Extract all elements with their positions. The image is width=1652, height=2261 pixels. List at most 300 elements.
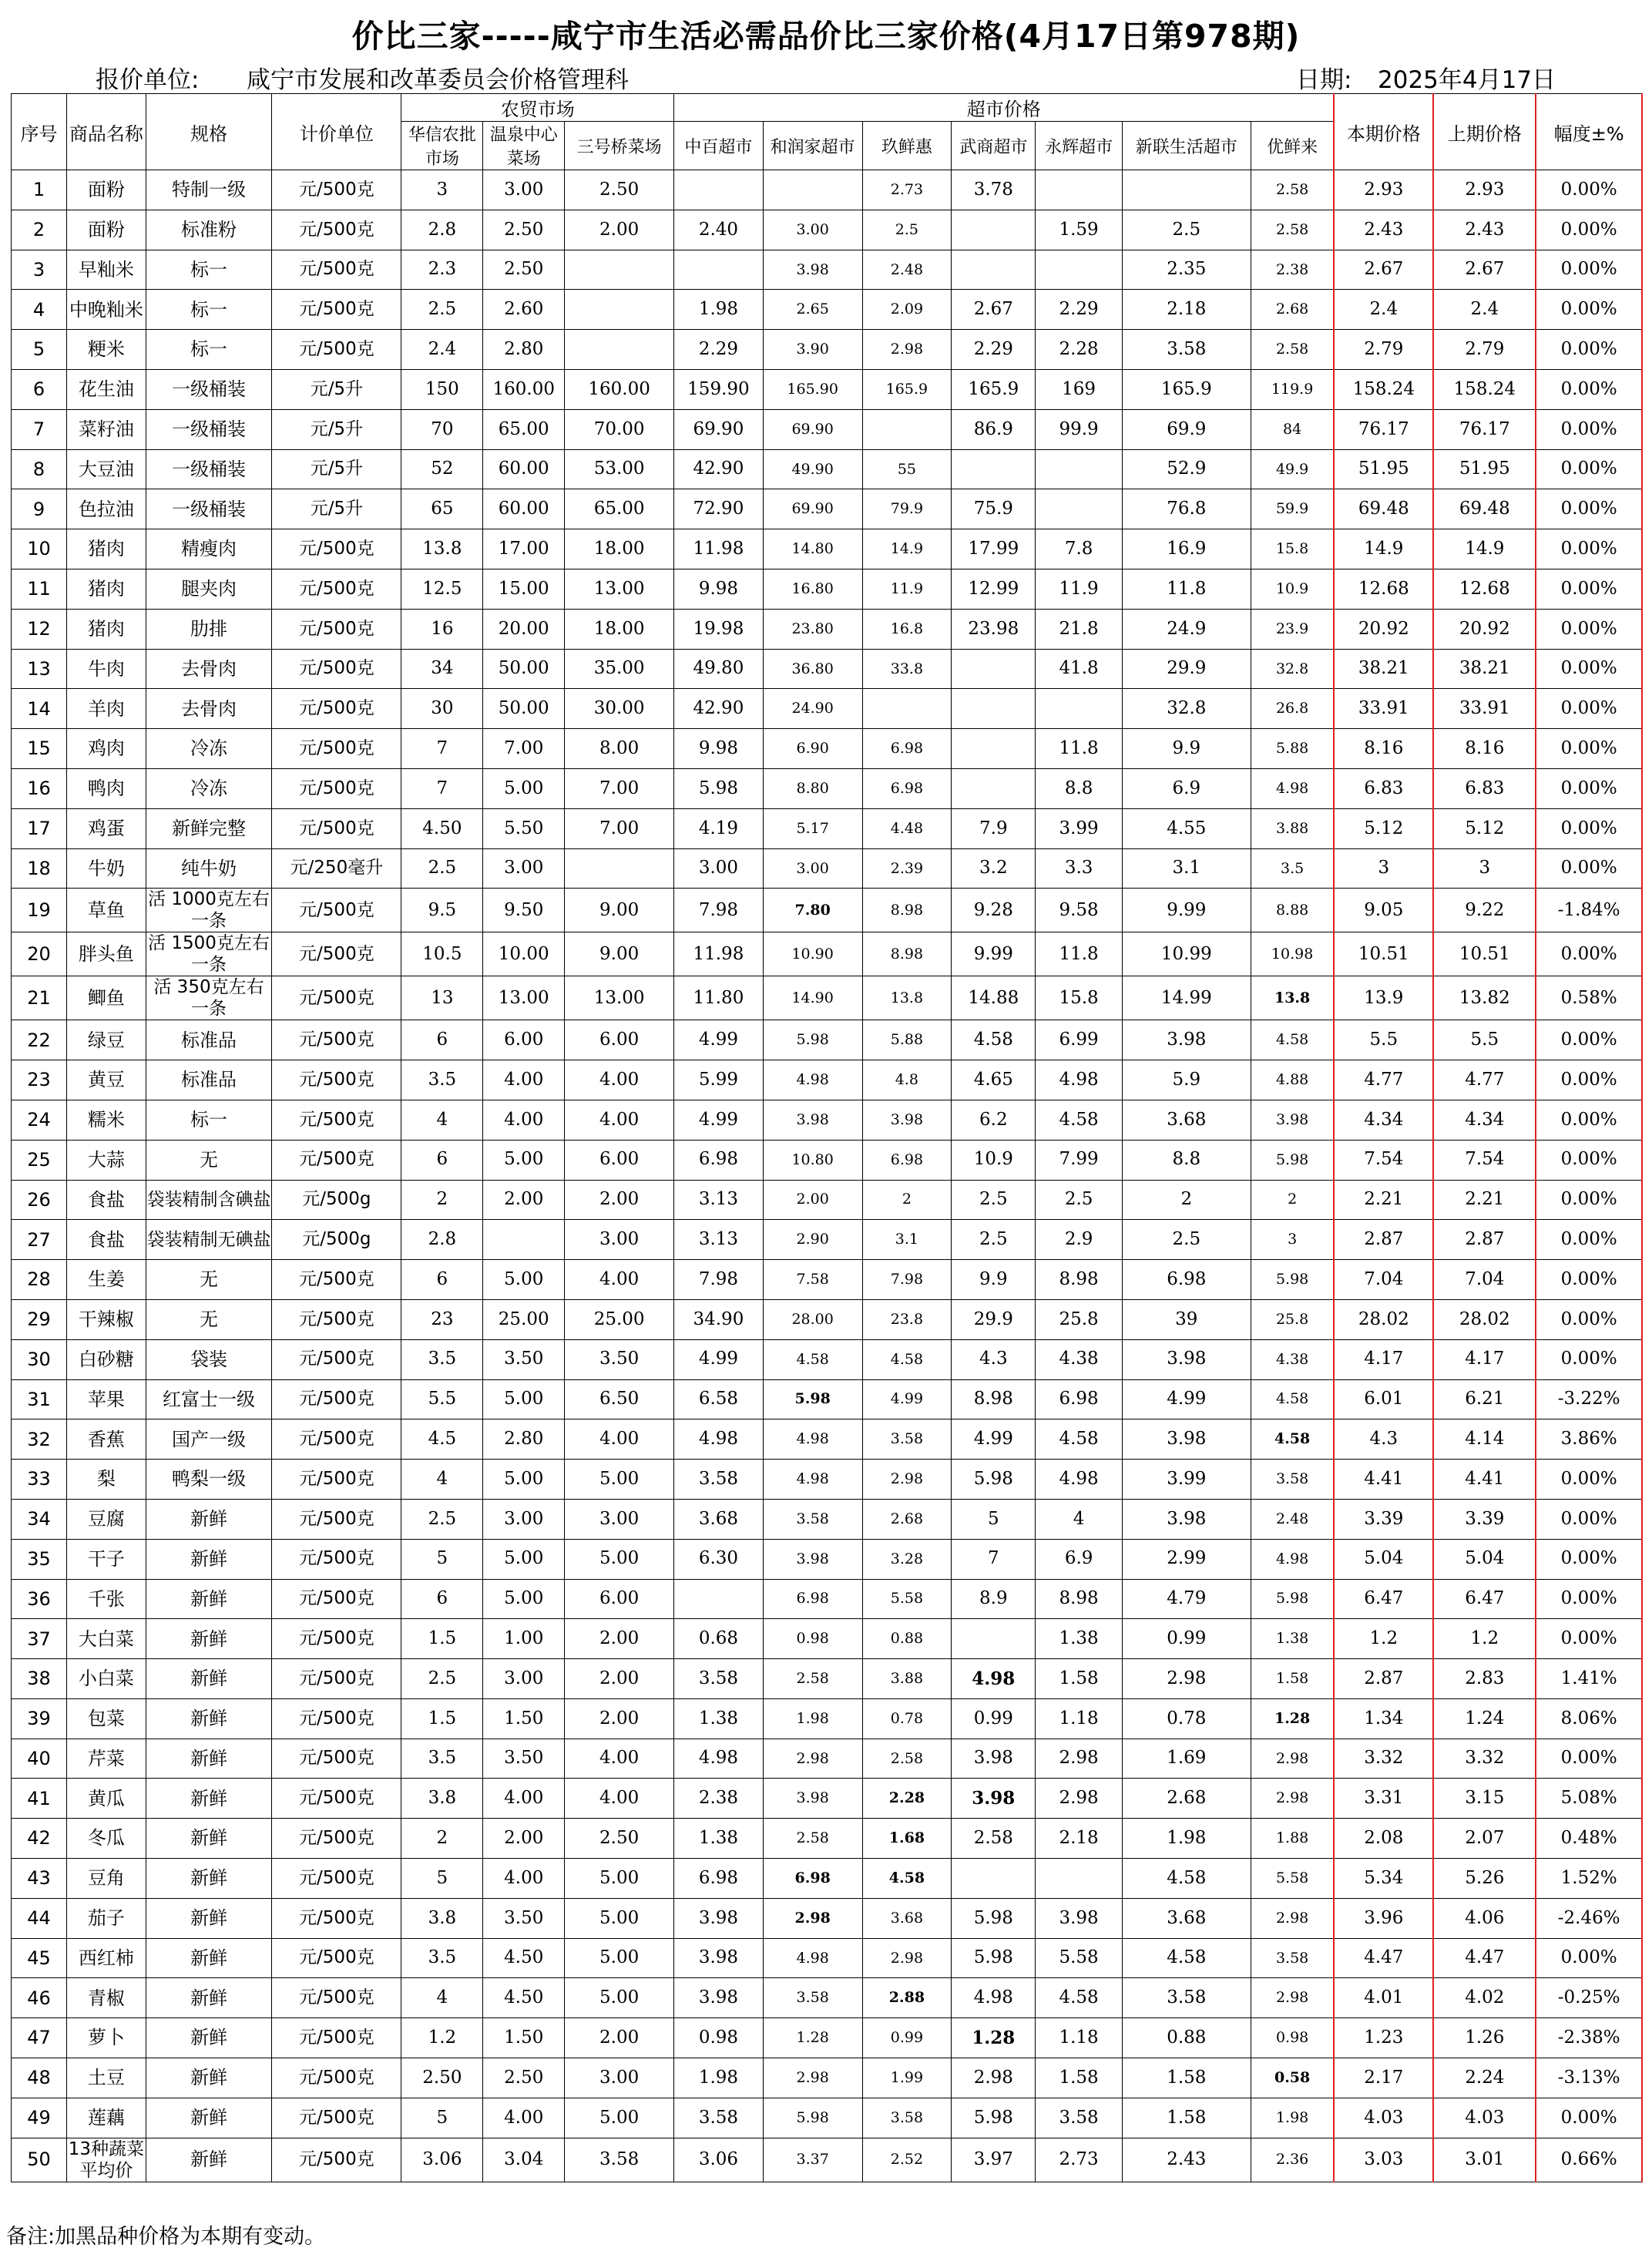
cell-supermarket-price: 3.00 — [674, 848, 764, 889]
cell-supermarket-price: 2.28 — [862, 1779, 952, 1819]
cell-supermarket-price — [1036, 170, 1122, 210]
cell-market-price: 3.50 — [483, 1739, 565, 1779]
cell-supermarket-price — [1036, 250, 1122, 290]
cell-index: 26 — [12, 1180, 67, 1220]
cell-supermarket-price: 6.98 — [1122, 1260, 1251, 1300]
cell-supermarket-price: 2.98 — [1122, 1659, 1251, 1699]
cell-index: 16 — [12, 768, 67, 808]
cell-index: 33 — [12, 1460, 67, 1500]
cell-supermarket-price: 1.28 — [952, 2018, 1036, 2058]
cell-name: 千张 — [67, 1579, 146, 1619]
cell-unit: 元/500克 — [272, 2018, 401, 2058]
cell-market-price: 2.5 — [401, 1499, 483, 1539]
cell-unit: 元/500克 — [272, 1140, 401, 1180]
cell-supermarket-price: 4.58 — [1036, 1978, 1122, 2018]
cell-market-price: 5.00 — [483, 1579, 565, 1619]
cell-name: 鸡肉 — [67, 729, 146, 769]
table-row — [12, 1779, 1643, 1819]
cell-market-price: 1.5 — [401, 1698, 483, 1739]
cell-supermarket-price: 3.3 — [1036, 848, 1122, 889]
cell-supermarket-price: 9.28 — [952, 889, 1036, 932]
cell-market-price: 160.00 — [565, 369, 674, 409]
cell-supermarket-price: 4.98 — [1036, 1060, 1122, 1100]
cell-change: 0.00% — [1536, 2098, 1642, 2138]
cell-market-price: 2.60 — [483, 290, 565, 330]
cell-spec: 袋装精制无碘盐 — [146, 1220, 272, 1260]
cell-unit: 元/500克 — [272, 2098, 401, 2138]
cell-index: 24 — [12, 1100, 67, 1140]
cell-supermarket-price: 4.58 — [1036, 1100, 1122, 1140]
cell-spec: 鸭梨一级 — [146, 1460, 272, 1500]
cell-market-price: 4.50 — [401, 808, 483, 848]
cell-current-price: 1.2 — [1334, 1619, 1433, 1659]
cell-current-price: 4.03 — [1334, 2098, 1433, 2138]
cell-supermarket-price: 4.98 — [1036, 1460, 1122, 1500]
cell-supermarket-price: 4.38 — [1251, 1339, 1334, 1379]
cell-supermarket-price: 49.9 — [1251, 449, 1334, 489]
cell-spec: 一级桶装 — [146, 489, 272, 529]
cell-supermarket-price: 2.43 — [1122, 2138, 1251, 2182]
table-row — [12, 2018, 1643, 2058]
cell-previous-price: 2.79 — [1433, 330, 1536, 370]
cell-spec: 新鲜 — [146, 1859, 272, 1899]
cell-index: 34 — [12, 1499, 67, 1539]
cell-supermarket-price: 2.39 — [862, 848, 952, 889]
cell-supermarket-price: 0.78 — [862, 1698, 952, 1739]
cell-market-price: 4.00 — [565, 1260, 674, 1300]
cell-supermarket-price: 2.58 — [952, 1819, 1036, 1859]
cell-change: 0.00% — [1536, 1938, 1642, 1978]
cell-supermarket-price: 165.9 — [1122, 369, 1251, 409]
cell-supermarket-price: 4.99 — [952, 1419, 1036, 1460]
cell-previous-price: 2.87 — [1433, 1220, 1536, 1260]
cell-unit: 元/500克 — [272, 1060, 401, 1100]
cell-unit: 元/500克 — [272, 1539, 401, 1579]
cell-previous-price: 9.22 — [1433, 889, 1536, 932]
cell-market-price: 5.00 — [565, 1938, 674, 1978]
cell-current-price: 5.04 — [1334, 1539, 1433, 1579]
cell-market-price: 1.5 — [401, 1619, 483, 1659]
cell-supermarket-price: 4.79 — [1122, 1579, 1251, 1619]
cell-name: 草鱼 — [67, 889, 146, 932]
cell-supermarket-price: 4.58 — [952, 1020, 1036, 1060]
cell-change: 0.00% — [1536, 250, 1642, 290]
cell-change: 1.52% — [1536, 1859, 1642, 1899]
cell-supermarket-price: 8.8 — [1122, 1140, 1251, 1180]
table-row — [12, 729, 1643, 769]
cell-current-price: 7.04 — [1334, 1260, 1433, 1300]
cell-unit: 元/500克 — [272, 1859, 401, 1899]
cell-spec: 标一 — [146, 1100, 272, 1140]
cell-supermarket-price: 4.8 — [862, 1060, 952, 1100]
col-change: 幅度±% — [1536, 94, 1642, 170]
cell-market-price: 5 — [401, 1539, 483, 1579]
cell-supermarket-price: 3.97 — [952, 2138, 1036, 2182]
cell-supermarket-price: 15.8 — [1251, 529, 1334, 569]
cell-change: 0.00% — [1536, 1739, 1642, 1779]
cell-market-price: 7 — [401, 729, 483, 769]
cell-supermarket-price: 23.98 — [952, 609, 1036, 649]
cell-index: 15 — [12, 729, 67, 769]
cell-supermarket-price: 3.68 — [1122, 1898, 1251, 1938]
cell-change: 0.48% — [1536, 1819, 1642, 1859]
cell-supermarket-price: 49.90 — [763, 449, 862, 489]
cell-market-price: 5.00 — [565, 1978, 674, 2018]
cell-supermarket-price: 5.88 — [1251, 729, 1334, 769]
cell-index: 36 — [12, 1579, 67, 1619]
cell-supermarket-price: 11.98 — [674, 529, 764, 569]
cell-supermarket-price: 6.98 — [674, 1140, 764, 1180]
cell-spec: 新鲜 — [146, 1539, 272, 1579]
cell-market-price: 2.50 — [483, 210, 565, 250]
cell-current-price: 2.17 — [1334, 2058, 1433, 2098]
cell-supermarket-price: 7.8 — [1036, 529, 1122, 569]
cell-supermarket-price: 55 — [862, 449, 952, 489]
cell-supermarket-price: 3.68 — [1122, 1100, 1251, 1140]
cell-index: 1 — [12, 170, 67, 210]
cell-supermarket-price: 7.58 — [763, 1260, 862, 1300]
col-market: 温泉中心菜场 — [483, 122, 565, 170]
table-row — [12, 1220, 1643, 1260]
cell-unit: 元/500g — [272, 1180, 401, 1220]
cell-spec: 新鲜 — [146, 1779, 272, 1819]
cell-market-price — [565, 290, 674, 330]
col-supermarket: 和润家超市 — [763, 122, 862, 170]
cell-spec: 标准粉 — [146, 210, 272, 250]
cell-previous-price: 1.2 — [1433, 1619, 1536, 1659]
cell-market-price: 4.50 — [483, 1938, 565, 1978]
cell-supermarket-price: 28.00 — [763, 1299, 862, 1339]
report-date: 2025年4月17日 — [1378, 66, 1556, 94]
cell-supermarket-price: 2.5 — [1036, 1180, 1122, 1220]
cell-name: 大蒜 — [67, 1140, 146, 1180]
cell-spec: 袋装 — [146, 1339, 272, 1379]
cell-supermarket-price: 1.58 — [1036, 1659, 1122, 1699]
cell-previous-price: 8.16 — [1433, 729, 1536, 769]
cell-index: 40 — [12, 1739, 67, 1779]
cell-supermarket-price: 2.98 — [763, 1739, 862, 1779]
cell-supermarket-price: 3.98 — [1122, 1020, 1251, 1060]
cell-supermarket-price: 3.00 — [763, 848, 862, 889]
cell-supermarket-price: 5.88 — [862, 1020, 952, 1060]
col-market: 三号桥菜场 — [565, 122, 674, 170]
table-row — [12, 1819, 1643, 1859]
cell-supermarket-price: 7.9 — [952, 808, 1036, 848]
cell-previous-price: 2.43 — [1433, 210, 1536, 250]
cell-supermarket-price: 2.40 — [674, 210, 764, 250]
cell-supermarket-price: 11.8 — [1122, 569, 1251, 609]
cell-unit: 元/5升 — [272, 449, 401, 489]
cell-supermarket-price: 24.9 — [1122, 609, 1251, 649]
cell-market-price: 65.00 — [483, 409, 565, 449]
cell-supermarket-price: 5.58 — [1036, 1938, 1122, 1978]
cell-unit: 元/500克 — [272, 1339, 401, 1379]
cell-market-price: 1.50 — [483, 2018, 565, 2058]
cell-supermarket-price: 12.99 — [952, 569, 1036, 609]
cell-unit: 元/500克 — [272, 2138, 401, 2182]
cell-supermarket-price: 6.98 — [1036, 1379, 1122, 1419]
cell-supermarket-price: 4.55 — [1122, 808, 1251, 848]
reporting-unit: 咸宁市发展和改革委员会价格管理科 — [247, 66, 629, 94]
table-row — [12, 1180, 1643, 1220]
cell-market-price: 12.5 — [401, 569, 483, 609]
cell-supermarket-price: 10.9 — [952, 1140, 1036, 1180]
cell-spec: 新鲜 — [146, 1819, 272, 1859]
cell-market-price: 13 — [401, 976, 483, 1020]
cell-supermarket-price: 59.9 — [1251, 489, 1334, 529]
cell-supermarket-price: 4.99 — [674, 1100, 764, 1140]
col-name: 商品名称 — [67, 94, 146, 170]
cell-index: 13 — [12, 649, 67, 689]
cell-supermarket-price: 1.58 — [1122, 2098, 1251, 2138]
cell-spec: 新鲜完整 — [146, 808, 272, 848]
cell-supermarket-price: 2.5 — [862, 210, 952, 250]
cell-index: 19 — [12, 889, 67, 932]
cell-supermarket-price: 3.88 — [1251, 808, 1334, 848]
cell-supermarket-price: 4.38 — [1036, 1339, 1122, 1379]
cell-spec: 精瘦肉 — [146, 529, 272, 569]
cell-supermarket-price: 4.98 — [674, 1739, 764, 1779]
cell-name: 牛肉 — [67, 649, 146, 689]
cell-current-price: 3.31 — [1334, 1779, 1433, 1819]
cell-market-price: 3.5 — [401, 1060, 483, 1100]
cell-market-price: 8.00 — [565, 729, 674, 769]
cell-index: 18 — [12, 848, 67, 889]
cell-supermarket-price: 13.8 — [862, 976, 952, 1020]
cell-current-price: 2.4 — [1334, 290, 1433, 330]
report-info-bar — [0, 55, 1652, 92]
table-row — [12, 1978, 1643, 2018]
cell-current-price: 33.91 — [1334, 689, 1433, 729]
table-row — [12, 1060, 1643, 1100]
cell-supermarket-price: 1.58 — [1036, 2058, 1122, 2098]
cell-previous-price: 2.67 — [1433, 250, 1536, 290]
cell-name: 色拉油 — [67, 489, 146, 529]
cell-supermarket-price: 11.80 — [674, 976, 764, 1020]
cell-supermarket-price: 0.98 — [763, 1619, 862, 1659]
cell-supermarket-price: 2.68 — [1122, 1779, 1251, 1819]
cell-supermarket-price: 2.38 — [1251, 250, 1334, 290]
table-row — [12, 1539, 1643, 1579]
cell-index: 8 — [12, 449, 67, 489]
cell-market-price: 1.2 — [401, 2018, 483, 2058]
cell-change: 0.00% — [1536, 1260, 1642, 1300]
cell-supermarket-price — [952, 729, 1036, 769]
cell-supermarket-price: 8.98 — [1036, 1260, 1122, 1300]
cell-current-price: 12.68 — [1334, 569, 1433, 609]
cell-market-price: 53.00 — [565, 449, 674, 489]
table-row — [12, 609, 1643, 649]
table-body — [12, 170, 1643, 2182]
cell-market-price: 5 — [401, 2098, 483, 2138]
cell-market-price: 4.50 — [483, 1978, 565, 2018]
cell-supermarket-price: 4.99 — [862, 1379, 952, 1419]
cell-market-price: 18.00 — [565, 529, 674, 569]
col-supermarket: 中百超市 — [674, 122, 764, 170]
cell-supermarket-price: 8.98 — [862, 932, 952, 976]
cell-previous-price: 1.26 — [1433, 2018, 1536, 2058]
cell-supermarket-price: 4 — [1036, 1499, 1122, 1539]
table-row — [12, 768, 1643, 808]
cell-previous-price: 51.95 — [1433, 449, 1536, 489]
table-row — [12, 1859, 1643, 1899]
cell-supermarket-price: 3.58 — [1122, 330, 1251, 370]
table-row — [12, 529, 1643, 569]
cell-supermarket-price: 10.98 — [1251, 932, 1334, 976]
cell-market-price: 2.00 — [483, 1180, 565, 1220]
cell-supermarket-price: 11.98 — [674, 932, 764, 976]
cell-spec: 新鲜 — [146, 1619, 272, 1659]
cell-supermarket-price: 1.38 — [1036, 1619, 1122, 1659]
cell-supermarket-price: 2.52 — [862, 2138, 952, 2182]
cell-index: 14 — [12, 689, 67, 729]
cell-previous-price: 69.48 — [1433, 489, 1536, 529]
cell-supermarket-price: 3.98 — [763, 250, 862, 290]
date-label: 日期: — [1296, 66, 1352, 94]
cell-supermarket-price: 5 — [952, 1499, 1036, 1539]
cell-supermarket-price: 76.8 — [1122, 489, 1251, 529]
cell-supermarket-price: 0.99 — [1122, 1619, 1251, 1659]
cell-supermarket-price: 4.98 — [763, 1938, 862, 1978]
cell-supermarket-price: 2.29 — [1036, 290, 1122, 330]
cell-market-price: 4.00 — [565, 1779, 674, 1819]
cell-market-price: 2.00 — [565, 1180, 674, 1220]
cell-name: 13种蔬菜平均价 — [67, 2138, 146, 2182]
cell-unit: 元/500克 — [272, 1819, 401, 1859]
cell-market-price: 25.00 — [565, 1299, 674, 1339]
group-farm-market: 农贸市场 — [401, 94, 674, 122]
cell-market-price: 2.00 — [565, 1698, 674, 1739]
cell-market-price: 3.00 — [565, 2058, 674, 2098]
cell-current-price: 14.9 — [1334, 529, 1433, 569]
cell-supermarket-price: 5.98 — [1251, 1579, 1334, 1619]
cell-supermarket-price: 4.58 — [763, 1339, 862, 1379]
cell-supermarket-price: 52.9 — [1122, 449, 1251, 489]
cell-market-price: 3.04 — [483, 2138, 565, 2182]
cell-supermarket-price: 17.99 — [952, 529, 1036, 569]
cell-name: 粳米 — [67, 330, 146, 370]
cell-supermarket-price — [674, 170, 764, 210]
cell-supermarket-price: 165.90 — [763, 369, 862, 409]
cell-market-price: 160.00 — [483, 369, 565, 409]
cell-current-price: 2.67 — [1334, 250, 1433, 290]
cell-supermarket-price: 3.98 — [1036, 1898, 1122, 1938]
table-row — [12, 1260, 1643, 1300]
cell-supermarket-price: 13.8 — [1251, 976, 1334, 1020]
cell-supermarket-price: 32.8 — [1122, 689, 1251, 729]
table-row — [12, 1299, 1643, 1339]
cell-supermarket-price: 2.68 — [1251, 290, 1334, 330]
cell-unit: 元/500克 — [272, 932, 401, 976]
cell-supermarket-price: 3.58 — [1251, 1938, 1334, 1978]
cell-current-price: 4.17 — [1334, 1339, 1433, 1379]
cell-name: 茄子 — [67, 1898, 146, 1938]
cell-previous-price: 10.51 — [1433, 932, 1536, 976]
cell-index: 3 — [12, 250, 67, 290]
cell-supermarket-price: 2.73 — [1036, 2138, 1122, 2182]
cell-supermarket-price: 69.90 — [763, 409, 862, 449]
cell-index: 45 — [12, 1938, 67, 1978]
cell-unit: 元/500克 — [272, 1898, 401, 1938]
cell-supermarket-price: 69.90 — [674, 409, 764, 449]
cell-market-price: 2.8 — [401, 210, 483, 250]
cell-market-price: 9.50 — [483, 889, 565, 932]
cell-unit: 元/5升 — [272, 409, 401, 449]
cell-index: 2 — [12, 210, 67, 250]
cell-supermarket-price: 3.98 — [1122, 1419, 1251, 1460]
cell-index: 39 — [12, 1698, 67, 1739]
cell-market-price: 13.00 — [483, 976, 565, 1020]
cell-unit: 元/500克 — [272, 1100, 401, 1140]
cell-previous-price: 4.17 — [1433, 1339, 1536, 1379]
cell-index: 28 — [12, 1260, 67, 1300]
cell-market-price: 60.00 — [483, 489, 565, 529]
cell-market-price: 5.00 — [483, 768, 565, 808]
cell-market-price: 3.00 — [483, 848, 565, 889]
cell-spec: 活 1000克左右一条 — [146, 889, 272, 932]
cell-supermarket-price: 1.98 — [1122, 1819, 1251, 1859]
cell-supermarket-price: 2.98 — [862, 330, 952, 370]
cell-supermarket-price: 1.59 — [1036, 210, 1122, 250]
cell-change: 0.00% — [1536, 1499, 1642, 1539]
cell-change: 0.00% — [1536, 409, 1642, 449]
cell-spec: 无 — [146, 1260, 272, 1300]
cell-market-price: 2.80 — [483, 1419, 565, 1460]
cell-market-price: 6.00 — [565, 1140, 674, 1180]
cell-supermarket-price: 2.58 — [862, 1739, 952, 1779]
cell-supermarket-price: 79.9 — [862, 489, 952, 529]
cell-market-price: 6.00 — [565, 1020, 674, 1060]
cell-market-price: 4.00 — [565, 1060, 674, 1100]
cell-market-price: 50.00 — [483, 649, 565, 689]
cell-name: 苹果 — [67, 1379, 146, 1419]
cell-supermarket-price: 2.35 — [1122, 250, 1251, 290]
cell-change: 0.00% — [1536, 1100, 1642, 1140]
cell-name: 食盐 — [67, 1220, 146, 1260]
cell-supermarket-price: 19.98 — [674, 609, 764, 649]
cell-unit: 元/500克 — [272, 768, 401, 808]
cell-supermarket-price — [1036, 489, 1122, 529]
cell-supermarket-price: 3.58 — [674, 1659, 764, 1699]
cell-supermarket-price: 169 — [1036, 369, 1122, 409]
cell-market-price: 5.00 — [483, 1140, 565, 1180]
cell-market-price: 150 — [401, 369, 483, 409]
col-supermarket: 优鲜来 — [1251, 122, 1334, 170]
cell-spec: 新鲜 — [146, 2098, 272, 2138]
cell-supermarket-price: 1.38 — [1251, 1619, 1334, 1659]
cell-change: 0.00% — [1536, 489, 1642, 529]
cell-supermarket-price: 119.9 — [1251, 369, 1334, 409]
cell-unit: 元/500克 — [272, 1499, 401, 1539]
cell-market-price: 4.00 — [565, 1739, 674, 1779]
cell-change: 0.00% — [1536, 170, 1642, 210]
cell-index: 41 — [12, 1779, 67, 1819]
cell-market-price: 5.00 — [483, 1260, 565, 1300]
cell-supermarket-price: 2.90 — [763, 1220, 862, 1260]
cell-supermarket-price — [1036, 1859, 1122, 1899]
cell-change: 0.00% — [1536, 1460, 1642, 1500]
cell-name: 花生油 — [67, 369, 146, 409]
cell-market-price: 2 — [401, 1180, 483, 1220]
cell-supermarket-price: 2.98 — [1251, 1898, 1334, 1938]
cell-supermarket-price: 1.68 — [862, 1819, 952, 1859]
cell-supermarket-price: 1.58 — [1122, 2058, 1251, 2098]
cell-supermarket-price: 2.65 — [763, 290, 862, 330]
table-row — [12, 932, 1643, 976]
cell-spec: 冷冻 — [146, 768, 272, 808]
cell-previous-price: 4.47 — [1433, 1938, 1536, 1978]
cell-supermarket-price: 2.48 — [1251, 1499, 1334, 1539]
